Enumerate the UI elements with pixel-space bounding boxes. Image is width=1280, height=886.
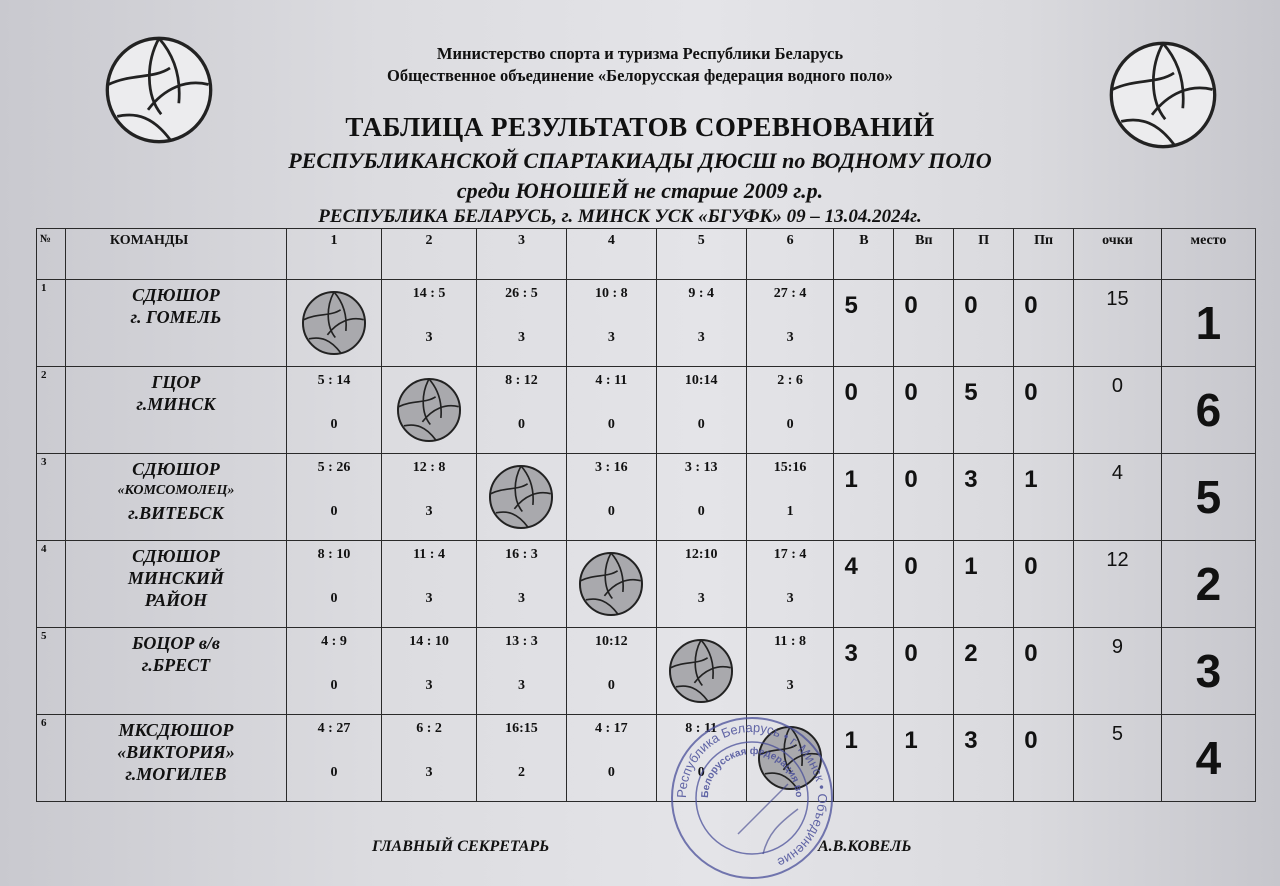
row-number: 4	[37, 541, 66, 628]
team-line-1: ГЦОР	[151, 372, 201, 392]
match-score: 8 : 12	[505, 373, 538, 388]
stat-wp: 0	[894, 280, 954, 367]
match-score: 4 : 9	[321, 634, 347, 649]
diagonal-cell	[286, 280, 381, 367]
total-points: 12	[1074, 541, 1162, 628]
match-score: 14 : 10	[409, 634, 449, 649]
stat-lp: 0	[1014, 541, 1074, 628]
match-points: 3	[786, 591, 794, 606]
stat-l: 2	[954, 628, 1014, 715]
match-points: 3	[425, 504, 433, 519]
match-points: 0	[330, 504, 338, 519]
match-score: 10:14	[684, 373, 718, 388]
row-number: 5	[37, 628, 66, 715]
match-cell	[286, 628, 381, 715]
column-header: КОМАНДЫ	[65, 229, 286, 280]
volleyball-icon	[488, 464, 554, 530]
column-header: 3	[477, 229, 567, 280]
stat-w: 0	[834, 367, 894, 454]
total-points: 0	[1074, 367, 1162, 454]
match-points: 3	[786, 330, 794, 345]
team-name	[65, 280, 286, 367]
final-place: 4	[1161, 715, 1255, 802]
stat-wp: 0	[894, 541, 954, 628]
column-header: 4	[566, 229, 656, 280]
match-score: 10 : 8	[595, 286, 628, 301]
match-cell	[566, 454, 656, 541]
chief-secretary-label: ГЛАВНЫЙ СЕКРЕТАРЬ	[372, 838, 550, 855]
team-line-2: г.МИНСК	[136, 394, 216, 414]
match-cell	[286, 454, 381, 541]
team-name	[65, 628, 286, 715]
column-header: №	[37, 229, 66, 280]
match-points: 0	[607, 765, 615, 780]
match-cell	[656, 454, 746, 541]
match-cell	[746, 280, 834, 367]
volleyball-icon	[578, 551, 644, 617]
match-cell	[382, 628, 477, 715]
column-header: 2	[382, 229, 477, 280]
table-row	[37, 541, 1256, 628]
match-points: 3	[607, 330, 615, 345]
match-score: 4 : 11	[595, 373, 628, 388]
team-line-3: РАЙОН	[144, 590, 208, 610]
match-cell	[382, 454, 477, 541]
volleyball-icon	[668, 638, 734, 704]
match-score: 2 : 6	[777, 373, 803, 388]
team-name	[65, 454, 286, 541]
match-score: 11 : 4	[413, 547, 445, 562]
results-table	[36, 228, 1256, 802]
stat-lp: 0	[1014, 367, 1074, 454]
column-header: В	[834, 229, 894, 280]
match-points: 0	[330, 591, 338, 606]
diagonal-cell	[566, 541, 656, 628]
team-name	[65, 367, 286, 454]
stat-w: 1	[834, 454, 894, 541]
ministry-name: Министерство спорта и туризма Республики Беларусь	[436, 44, 844, 63]
venue-date-line: РЕСПУБЛИКА БЕЛАРУСЬ, г. МИНСК УСК «БГУФК» 09 – 13.04.2024г.	[318, 206, 922, 227]
match-cell	[566, 715, 656, 802]
stat-w: 4	[834, 541, 894, 628]
match-cell	[382, 280, 477, 367]
match-cell	[656, 280, 746, 367]
total-points: 5	[1074, 715, 1162, 802]
match-points: 0	[786, 417, 794, 432]
match-cell	[746, 367, 834, 454]
table-row	[37, 715, 1256, 802]
match-cell	[656, 541, 746, 628]
team-line-1: СДЮШОР	[132, 285, 220, 305]
match-points: 0	[697, 504, 705, 519]
total-points: 15	[1074, 280, 1162, 367]
final-place: 6	[1161, 367, 1255, 454]
match-score: 15:16	[773, 460, 807, 475]
stat-l: 3	[954, 454, 1014, 541]
match-cell	[566, 367, 656, 454]
stat-wp: 0	[894, 628, 954, 715]
match-points: 0	[607, 678, 615, 693]
final-place: 2	[1161, 541, 1255, 628]
match-score: 13 : 3	[505, 634, 538, 649]
match-score: 16 : 3	[505, 547, 538, 562]
stat-l: 3	[954, 715, 1014, 802]
match-cell	[382, 715, 477, 802]
column-header: 1	[286, 229, 381, 280]
final-place: 1	[1161, 280, 1255, 367]
stat-l: 1	[954, 541, 1014, 628]
match-points: 0	[330, 765, 338, 780]
volleyball-icon	[396, 377, 462, 443]
match-points: 1	[786, 504, 794, 519]
match-points: 3	[517, 678, 525, 693]
column-header: очки	[1074, 229, 1162, 280]
stat-lp: 0	[1014, 280, 1074, 367]
match-points: 3	[697, 591, 705, 606]
svg-text:Белорусская федерация водного: Белорусская федерация во	[699, 745, 805, 799]
match-cell	[746, 541, 834, 628]
match-score: 14 : 5	[412, 286, 446, 301]
match-score: 10:12	[595, 634, 628, 649]
match-cell	[566, 628, 656, 715]
diagonal-cell	[656, 628, 746, 715]
category-line: среди ЮНОШЕЙ не старше 2009 г.р.	[456, 178, 824, 203]
match-cell	[382, 541, 477, 628]
row-number: 2	[37, 367, 66, 454]
association-name: Общественное объединение «Белорусская федерация водного поло»	[387, 66, 893, 85]
match-points: 0	[607, 504, 615, 519]
match-points: 3	[425, 678, 433, 693]
match-points: 0	[330, 417, 338, 432]
team-line-2: МИНСКИЙ	[127, 568, 225, 588]
team-line-1: СДЮШОР	[132, 459, 220, 479]
table-row	[37, 280, 1256, 367]
match-score: 8 : 11	[685, 721, 718, 736]
column-header: место	[1161, 229, 1255, 280]
match-score: 4 : 27	[317, 721, 351, 736]
match-points: 3	[425, 765, 433, 780]
stat-w: 5	[834, 280, 894, 367]
match-score: 6 : 2	[416, 721, 442, 736]
match-cell	[286, 541, 381, 628]
match-score: 12 : 8	[412, 460, 446, 475]
match-points: 0	[330, 678, 338, 693]
match-score: 5 : 26	[317, 460, 351, 475]
match-cell	[656, 367, 746, 454]
match-points: 3	[517, 330, 525, 345]
match-points: 3	[786, 678, 794, 693]
team-name	[65, 541, 286, 628]
final-place: 5	[1161, 454, 1255, 541]
table-row	[37, 628, 1256, 715]
column-header: 6	[746, 229, 834, 280]
stat-wp: 0	[894, 367, 954, 454]
match-cell	[746, 454, 834, 541]
match-cell	[477, 367, 567, 454]
table-row	[37, 367, 1256, 454]
diagonal-cell	[382, 367, 477, 454]
match-points: 3	[517, 591, 525, 606]
svg-text:Республика Беларусь • г. Минск: Республика Беларусь • г. Минск • Объединение	[673, 719, 831, 871]
stat-wp: 0	[894, 454, 954, 541]
column-header: Вп	[894, 229, 954, 280]
stat-wp: 1	[894, 715, 954, 802]
match-score: 8 : 10	[317, 547, 351, 562]
team-line-1: МКСДЮШОР	[118, 720, 234, 740]
match-points: 2	[517, 765, 525, 780]
volleyball-icon	[301, 290, 367, 356]
stamp-seal	[668, 714, 836, 882]
team-line-2: г. ГОМЕЛЬ	[130, 307, 222, 327]
match-points: 0	[697, 417, 705, 432]
total-points: 9	[1074, 628, 1162, 715]
match-points: 0	[607, 417, 615, 432]
diagonal-cell	[477, 454, 567, 541]
team-line-1: СДЮШОР	[132, 546, 220, 566]
stat-w: 1	[834, 715, 894, 802]
column-header: 5	[656, 229, 746, 280]
team-name	[65, 715, 286, 802]
table-row	[37, 454, 1256, 541]
match-cell	[477, 715, 567, 802]
match-score: 17 : 4	[773, 547, 807, 562]
match-cell	[286, 715, 381, 802]
match-score: 16:15	[505, 721, 538, 736]
match-cell	[566, 280, 656, 367]
column-header: П	[954, 229, 1014, 280]
stat-lp: 0	[1014, 715, 1074, 802]
header-row	[37, 229, 1256, 280]
match-points: 0	[697, 765, 705, 780]
match-points: 3	[425, 330, 433, 345]
match-score: 3 : 16	[595, 460, 628, 475]
stat-lp: 0	[1014, 628, 1074, 715]
match-score: 3 : 13	[684, 460, 718, 475]
match-score: 11 : 8	[774, 634, 807, 649]
team-line-3: г.ВИТЕБСК	[128, 503, 224, 523]
match-points: 3	[697, 330, 705, 345]
match-score: 4 : 17	[595, 721, 628, 736]
row-number: 1	[37, 280, 66, 367]
stat-w: 3	[834, 628, 894, 715]
match-cell	[746, 628, 834, 715]
row-number: 3	[37, 454, 66, 541]
match-score: 12:10	[684, 547, 718, 562]
match-cell	[477, 280, 567, 367]
page-title: ТАБЛИЦА РЕЗУЛЬТАТОВ СОРЕВНОВАНИЙ	[345, 112, 935, 142]
match-score: 9 : 4	[688, 286, 715, 301]
stat-l: 0	[954, 280, 1014, 367]
match-cell	[477, 628, 567, 715]
match-cell	[286, 367, 381, 454]
match-score: 26 : 5	[505, 286, 538, 301]
column-header: Пп	[1014, 229, 1074, 280]
match-score: 5 : 14	[317, 373, 351, 388]
total-points: 4	[1074, 454, 1162, 541]
stat-lp: 1	[1014, 454, 1074, 541]
match-cell	[477, 541, 567, 628]
final-place: 3	[1161, 628, 1255, 715]
team-line-1: БОЦОР в/в	[131, 633, 220, 653]
team-line-2: «ВИКТОРИЯ»	[117, 742, 235, 762]
team-line-2: г.БРЕСТ	[141, 655, 211, 675]
row-number: 6	[37, 715, 66, 802]
stat-l: 5	[954, 367, 1014, 454]
team-line-3: г.МОГИЛЕВ	[125, 764, 227, 784]
match-points: 3	[425, 591, 433, 606]
match-score: 27 : 4	[773, 286, 807, 301]
team-line-2: «КОМСОМОЛЕЦ»	[117, 483, 235, 498]
signer-name: А.В.КОВЕЛЬ	[818, 838, 912, 855]
page-subtitle: РЕСПУБЛИКАНСКОЙ СПАРТАКИАДЫ ДЮСШ по ВОДНОМУ ПОЛО	[288, 148, 992, 173]
match-points: 0	[517, 417, 525, 432]
